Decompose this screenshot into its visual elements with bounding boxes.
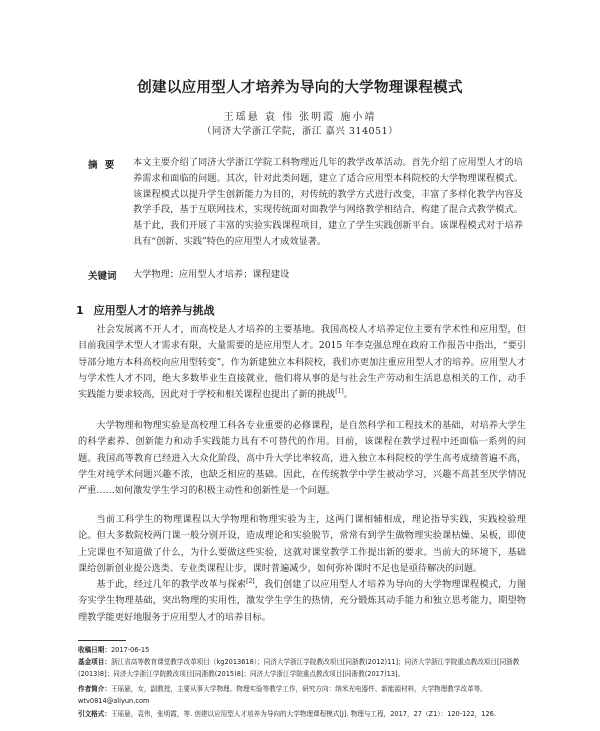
footnote-label: 作者简介：: [78, 685, 111, 693]
footnote-value: 2017-06-15: [110, 646, 150, 654]
paragraph-text: 当前工科学生的物理课程以大学物理和物理实验为主，这两门课相辅相成，理论指导实践，实践检验理论。但大多数院校两门课一般分别开设，造成理论和实验脱节，常常有到学生做物理实验课枯燥、呆板，即使上完课也不知道做了什么，为什么要做这些实验，这就对课堂教学工作提出新的要求。当前大的环境下，基础课给创新创业提公选类、专业类课程让步，课时普遍减少，如何弥补课时不足也是亟待解决的问题。: [78, 514, 526, 574]
footnote-value: 浙江省高等教育课堂教学改革项目（kg2013618）；同济大学浙江学院教改项目[同浙教(2012)11]；同济大学浙江学院重点教改项目[同浙教(2013)8]；同济大学浙江学院教改项目[同浙教(2015)8]；同济大学浙江学院重点教改项目[同浙教(2017)13]。: [78, 658, 520, 678]
body-paragraph-2: [78, 418, 526, 499]
paragraph-text: ，我们创建了以应用型人才培养为导向的大学物理课程模式，力图夯实学生物理基础，突出物理的实用性，激发学生学生的热情，充分锻炼其动手能力和独立思考能力，期望物理教学能更好地服务于应用型人才的培养目标。: [78, 579, 527, 623]
paragraph-text: 基于此，经过几年的教学改革与探索: [96, 579, 247, 590]
footnote-citation: [78, 709, 526, 721]
body-paragraph-3: [78, 512, 526, 577]
citation-ref[interactable]: [1]: [335, 388, 344, 396]
abstract-text: 本文主要介绍了同济大学浙江学院工科物理近几年的教学改革活动。首先介绍了应用型人才的培养需求和面临的问题。其次，针对此类问题，建立了适合应用型本科院校的大学物理课程模式。该课程模式以提升学生创新能力为目的，对传统的教学方式进行改变，丰富了多样化教学内容及教学手段，基于互联网技术，实现传统面对面教学与网络教学相结合，构建了混合式教学模式。基于此，我们开展了丰富的实验实践课程项目，建立了学生实践创新平台。该课程模式对于培养具有“创新、实践”特色的应用型人才成效显著。: [133, 157, 523, 247]
paragraph-text: 大学物理和物理实验是高校理工科各专业重要的必修课程，是自然科学和工程技术的基础，对培养大学生的科学素养、创新能力和动手实践能力具有不可替代的作用。目前，该课程在教学过程中还面临一系列的问题。我国高等教育已经进入大众化阶段，高中升大学比率较高，进入独立本科院校的学生高考成绩普遍不高，学生对纯学术问题兴趣不浓，也缺乏相应的基础。因此，在传统教学中学生被动学习，兴趣不高甚至厌学情况严重……如何激发学生学习的积极主动性和创新性是一个问题。: [78, 420, 526, 497]
footnote-received: [78, 645, 526, 657]
section-title: 应用型人才的培养与挑战: [93, 304, 215, 317]
author-list: 王瑶悬 袁 伟 张明霞 施小靖: [223, 112, 377, 123]
body-paragraph-1: [78, 322, 526, 403]
keywords-text: 大学物理；应用型人才培养；课程建设: [133, 269, 290, 280]
citation-ref[interactable]: [2]: [246, 577, 255, 585]
section-number: 1: [76, 304, 84, 317]
footnote-value: 王瑶悬，女，副教授，主要从事大学物理、物理实验等教学工作，研究方向：纳米光电器件、新能源材料，大学物理教学改革等。wtv0814@aliyun.com: [78, 685, 487, 705]
footnote-label: 基金项目：: [78, 658, 111, 666]
paragraph-text: 。: [343, 389, 353, 401]
footnote-divider: [78, 640, 126, 641]
body-paragraph-4: [78, 577, 526, 626]
footnote-fund: [78, 657, 526, 680]
affiliation: （同济大学浙江学院，浙江 嘉兴 314051）: [201, 126, 399, 137]
footnote-label: 引文格式：: [78, 710, 111, 718]
paragraph-text: 社会发展离不开人才，而高校是人才培养的主要基地。我国高校人才培养定位主要有学术性和应用型，但目前我国学术型人才需求有限，大量需要的是应用型人才。2015 年李克强总理在政府工作报告中指出，“要引导部分地方本科高校向应用型转变”，作为新建独立本科院校，我们亦更加注重应用型人才的培养。应用型人才与学术性人才不同，绝大多数毕业生直接就业，他们将从事的是与社会生产劳动和生活息息相关的工作，动手实践能力要求较高，因此对于学校和相关课程也提出了新的挑战: [78, 324, 526, 401]
keywords-label: 关键词: [88, 271, 117, 282]
footnote-author: [78, 684, 526, 707]
footnote-label: 收稿日期：: [78, 646, 111, 654]
paper-title: 创建以应用型人才培养为导向的大学物理课程模式: [137, 80, 463, 96]
abstract-label: 摘 要: [88, 160, 117, 171]
section-heading: [76, 302, 215, 318]
footnote-value: 王瑶悬，袁伟，张明霞，等. 创建以应用型人才培养为导向的大学物理课程模式[J]. 物理与工程，2017，27（Z1）：120-122，126.: [110, 710, 496, 718]
